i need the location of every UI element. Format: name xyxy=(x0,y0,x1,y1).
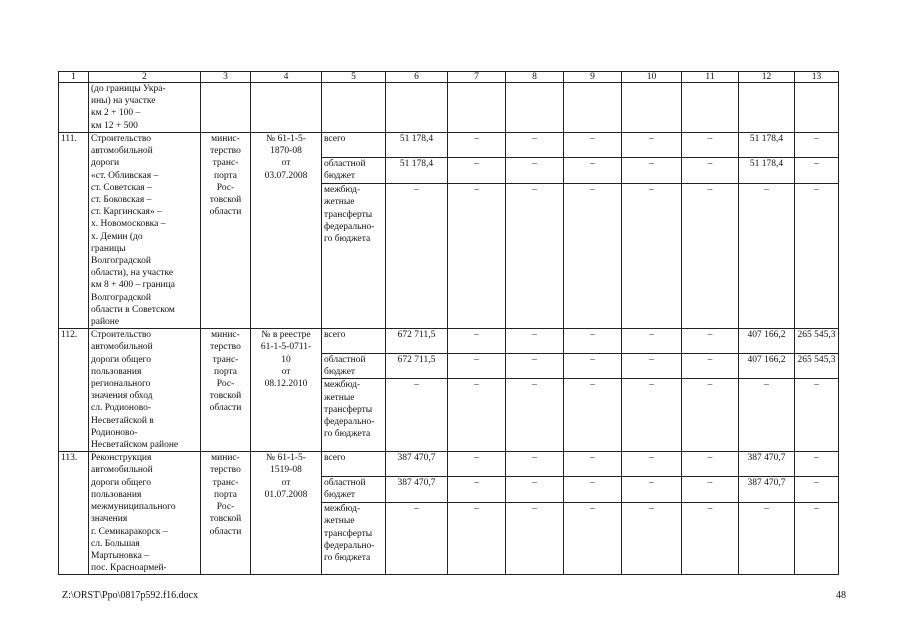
amount-col-9: – xyxy=(564,133,622,158)
amount-col-12: – xyxy=(739,503,795,575)
amount-col-12: 407 166,2 xyxy=(739,353,795,379)
amount-col-13: – xyxy=(795,157,839,183)
amount-col-13: – xyxy=(795,477,839,503)
amount-col-10: – xyxy=(622,379,682,452)
amount-col-13: – xyxy=(795,452,839,477)
cell xyxy=(622,83,682,133)
funding-source: межбюд- жетные трансферты федерально- го бюджета xyxy=(322,379,386,452)
cell xyxy=(682,83,739,133)
amount-col-12: 51 178,4 xyxy=(739,133,795,158)
table-row xyxy=(59,329,839,353)
project-name: Строительство автомобильной дороги «ст. Обливская – ст. Советская – ст. Боковская – ст. Каргинская» – х. Новомосковка – х. Демин (до границы Волгоградской области), на участке км 8 + 400 – граница Волгоградской области в Советском районе xyxy=(89,133,201,329)
amount-col-8: – xyxy=(506,133,564,158)
header-row xyxy=(59,72,839,83)
column-header-13: 13 xyxy=(795,72,839,83)
amount-col-10: – xyxy=(622,452,682,477)
column-header-9: 9 xyxy=(564,72,622,83)
amount-col-11: – xyxy=(682,503,739,575)
funding-source: межбюд- жетные трансферты федерально- го бюджета xyxy=(322,184,386,329)
amount-col-6: 387 470,7 xyxy=(386,452,448,477)
cell xyxy=(448,83,506,133)
amount-col-12: 387 470,7 xyxy=(739,477,795,503)
project-name-continuation: (до границы Укра- ины) на участке км 2 + 100 – км 12 + 500 xyxy=(89,83,201,133)
amount-col-7: – xyxy=(448,452,506,477)
amount-col-7: – xyxy=(448,503,506,575)
amount-col-6: – xyxy=(386,379,448,452)
customer: минис- терство транс- порта Рос- товской области xyxy=(201,133,251,329)
cell xyxy=(739,83,795,133)
expertise-document: № 61-1-5- 1519-08 от 01.07.2008 xyxy=(251,452,322,575)
amount-col-9: – xyxy=(564,184,622,329)
amount-col-13: 265 545,3 xyxy=(795,329,839,353)
amount-col-10: – xyxy=(622,503,682,575)
expertise-document: № в реестре 61-1-5-0711- 10 от 08.12.2010 xyxy=(251,329,322,452)
cell xyxy=(251,83,322,133)
cell xyxy=(201,83,251,133)
amount-col-12: 51 178,4 xyxy=(739,157,795,183)
page-number: 48 xyxy=(836,590,846,601)
amount-col-8: – xyxy=(506,477,564,503)
amount-col-9: – xyxy=(564,379,622,452)
amount-col-7: – xyxy=(448,353,506,379)
amount-col-10: – xyxy=(622,353,682,379)
column-header-8: 8 xyxy=(506,72,564,83)
funding-source: всего xyxy=(322,329,386,353)
funding-source: межбюд- жетные трансферты федерально- го бюджета xyxy=(322,503,386,575)
column-header-3: 3 xyxy=(201,72,251,83)
project-name: Строительство автомобильной дороги общего пользования регионального значения обход сл. Родионово- Несветайской в Родионово- Несветайском районе xyxy=(89,329,201,452)
table-row xyxy=(59,133,839,158)
cell xyxy=(795,83,839,133)
amount-col-7: – xyxy=(448,133,506,158)
customer: минис- терство транс- порта Рос- товской области xyxy=(201,329,251,452)
document-table-container xyxy=(58,71,839,575)
amount-col-11: – xyxy=(682,477,739,503)
amount-col-8: – xyxy=(506,353,564,379)
funding-source: всего xyxy=(322,133,386,158)
amount-col-11: – xyxy=(682,379,739,452)
funding-source: областной бюджет xyxy=(322,477,386,503)
budget-table xyxy=(58,71,839,575)
amount-col-11: – xyxy=(682,133,739,158)
cell xyxy=(322,83,386,133)
amount-col-10: – xyxy=(622,184,682,329)
amount-col-11: – xyxy=(682,353,739,379)
column-header-6: 6 xyxy=(386,72,448,83)
amount-col-13: – xyxy=(795,503,839,575)
footer-file-path: Z:\ORST\Ppo\0817p592.f16.docx xyxy=(62,590,199,601)
amount-col-11: – xyxy=(682,329,739,353)
amount-col-9: – xyxy=(564,503,622,575)
amount-col-8: – xyxy=(506,452,564,477)
amount-col-9: – xyxy=(564,452,622,477)
amount-col-6: – xyxy=(386,503,448,575)
continuation-row xyxy=(59,83,839,133)
row-number: 113. xyxy=(59,452,89,575)
column-header-11: 11 xyxy=(682,72,739,83)
column-header-7: 7 xyxy=(448,72,506,83)
amount-col-8: – xyxy=(506,503,564,575)
column-header-2: 2 xyxy=(89,72,201,83)
amount-col-10: – xyxy=(622,477,682,503)
cell xyxy=(506,83,564,133)
amount-col-6: – xyxy=(386,184,448,329)
funding-source: областной бюджет xyxy=(322,353,386,379)
amount-col-12: 407 166,2 xyxy=(739,329,795,353)
funding-source: всего xyxy=(322,452,386,477)
amount-col-13: 265 545,3 xyxy=(795,353,839,379)
amount-col-8: – xyxy=(506,157,564,183)
amount-col-7: – xyxy=(448,379,506,452)
amount-col-13: – xyxy=(795,379,839,452)
amount-col-10: – xyxy=(622,157,682,183)
column-header-10: 10 xyxy=(622,72,682,83)
row-number: 111. xyxy=(59,133,89,329)
amount-col-8: – xyxy=(506,184,564,329)
amount-col-8: – xyxy=(506,329,564,353)
amount-col-6: 672 711,5 xyxy=(386,353,448,379)
column-header-12: 12 xyxy=(739,72,795,83)
column-header-1: 1 xyxy=(59,72,89,83)
amount-col-6: 51 178,4 xyxy=(386,133,448,158)
amount-col-9: – xyxy=(564,353,622,379)
amount-col-11: – xyxy=(682,157,739,183)
amount-col-12: – xyxy=(739,379,795,452)
amount-col-6: 51 178,4 xyxy=(386,157,448,183)
amount-col-11: – xyxy=(682,184,739,329)
funding-source: областной бюджет xyxy=(322,157,386,183)
amount-col-12: 387 470,7 xyxy=(739,452,795,477)
amount-col-7: – xyxy=(448,477,506,503)
amount-col-10: – xyxy=(622,329,682,353)
amount-col-6: 672 711,5 xyxy=(386,329,448,353)
cell xyxy=(386,83,448,133)
amount-col-12: – xyxy=(739,184,795,329)
project-name: Реконструкция автомобильной дороги общего пользования межмуниципального значения г. Семикаракорск – сл. Большая Мартыновка – пос. Красноармей- xyxy=(89,452,201,575)
amount-col-9: – xyxy=(564,157,622,183)
column-header-5: 5 xyxy=(322,72,386,83)
amount-col-7: – xyxy=(448,157,506,183)
cell xyxy=(564,83,622,133)
amount-col-9: – xyxy=(564,477,622,503)
amount-col-10: – xyxy=(622,133,682,158)
expertise-document: № 61-1-5- 1870-08 от 03.07.2008 xyxy=(251,133,322,329)
amount-col-7: – xyxy=(448,184,506,329)
amount-col-7: – xyxy=(448,329,506,353)
amount-col-11: – xyxy=(682,452,739,477)
customer: минис- терство транс- порта Рос- товской области xyxy=(201,452,251,575)
table-row xyxy=(59,452,839,477)
row-number: 112. xyxy=(59,329,89,452)
cell xyxy=(59,83,89,133)
amount-col-13: – xyxy=(795,184,839,329)
amount-col-6: 387 470,7 xyxy=(386,477,448,503)
amount-col-9: – xyxy=(564,329,622,353)
amount-col-8: – xyxy=(506,379,564,452)
amount-col-13: – xyxy=(795,133,839,158)
column-header-4: 4 xyxy=(251,72,322,83)
